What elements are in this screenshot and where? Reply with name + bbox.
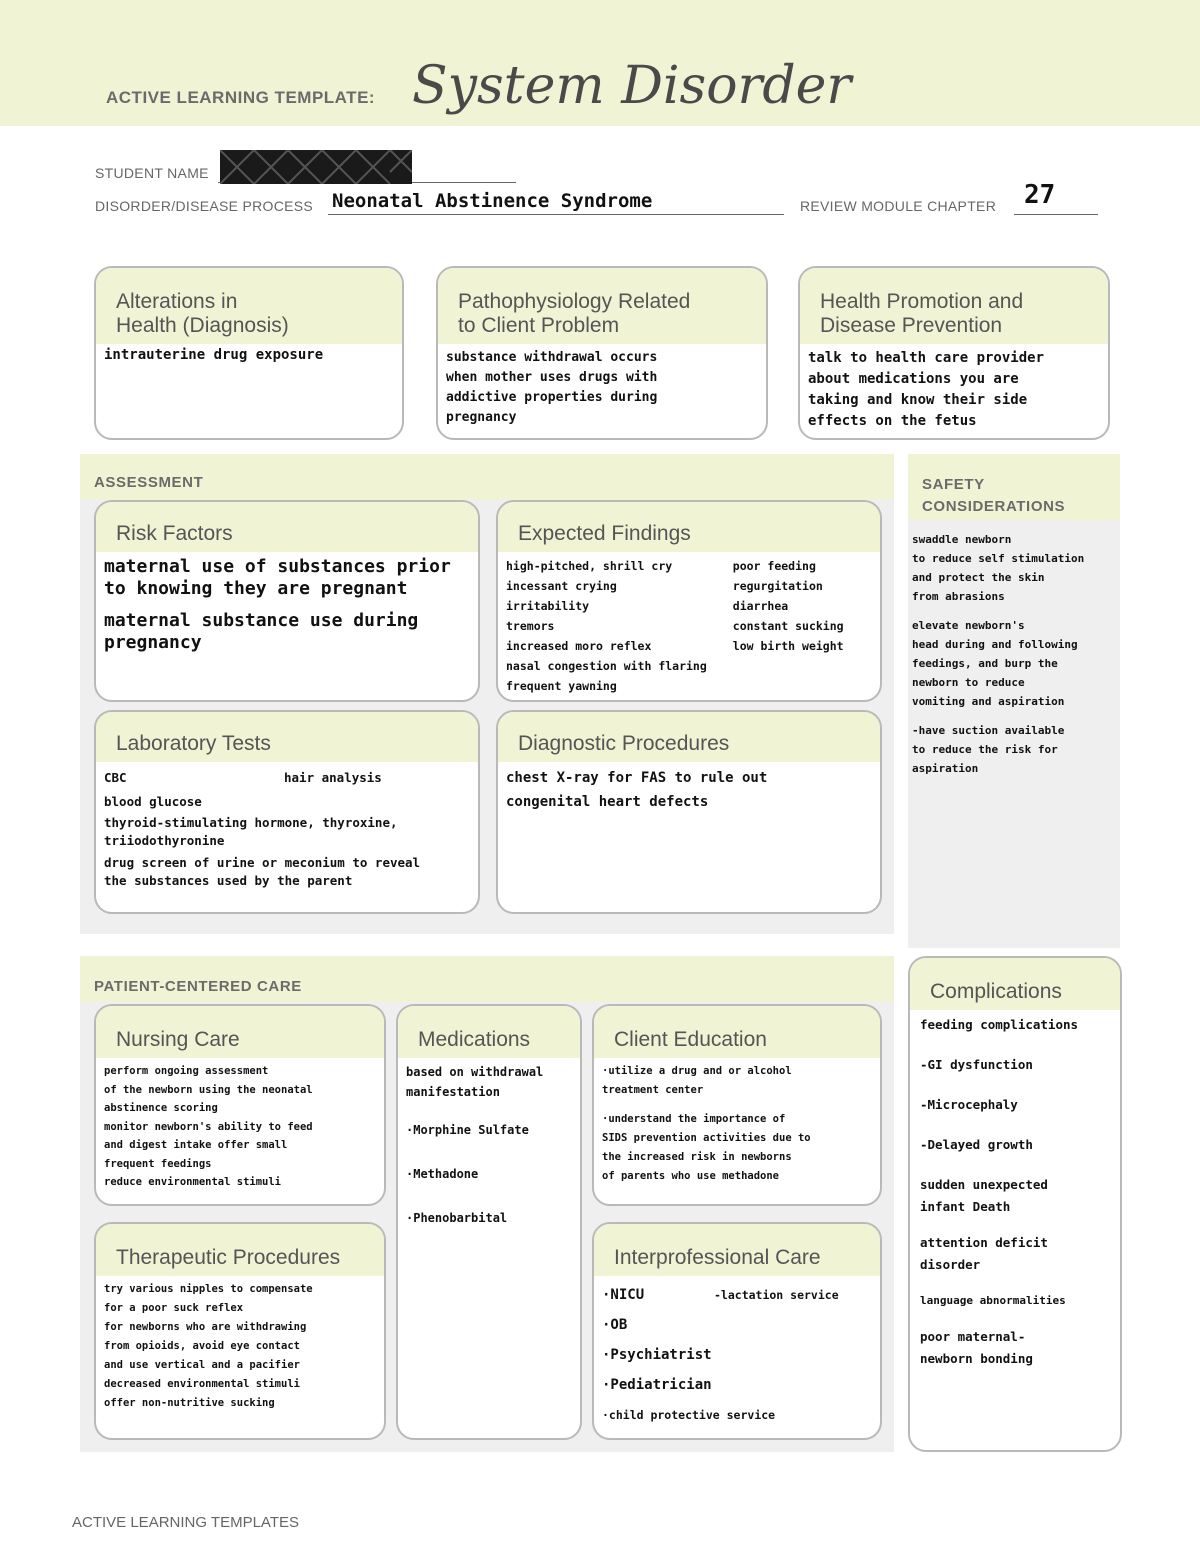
med-gap: [406, 1140, 572, 1164]
interprofessional-care-box: [592, 1222, 882, 1440]
nursing-line: perform ongoing assessment: [104, 1065, 269, 1077]
risk-factors-title: Risk Factors: [96, 502, 478, 552]
thera-line: try various nipples to compensate: [104, 1283, 313, 1295]
promo-line: talk to health care provider: [808, 350, 1045, 366]
lab-line: drug screen of urine or meconium to reveal: [104, 855, 421, 870]
lab-col1: CBC: [104, 770, 127, 785]
alterations-title-2: Health (Diagnosis): [116, 314, 289, 337]
therapeutic-procedures-box: [94, 1222, 386, 1440]
expected-findings-box: [496, 500, 882, 702]
interprof-col1: ·NICU: [602, 1287, 645, 1303]
lab-line: the substances used by the parent: [104, 873, 353, 888]
patho-line: substance withdrawal occurs: [446, 350, 658, 365]
complication-line: infant Death: [920, 1199, 1011, 1214]
safety-label: [922, 474, 1065, 518]
client-education-title: Client Education: [594, 1006, 880, 1058]
nursing-line: monitor newborn's ability to feed: [104, 1120, 313, 1133]
ed-line: of parents who use methadone: [602, 1170, 780, 1182]
redaction-pattern: [220, 150, 412, 184]
nursing-care-title: Nursing Care: [96, 1006, 384, 1058]
medications-box: [396, 1004, 582, 1440]
complications-box: [908, 956, 1122, 1452]
lab-col2: hair analysis: [284, 770, 382, 785]
alterations-title-1: Alterations in: [116, 290, 238, 313]
finding-left: tremors: [506, 619, 555, 633]
safety-line: aspiration: [912, 762, 979, 775]
student-name-label: STUDENT NAME: [95, 165, 209, 181]
complication-line: disorder: [920, 1257, 981, 1272]
ed-line: treatment center: [602, 1084, 704, 1096]
risk-line: to knowing they are pregnant: [104, 578, 408, 599]
diagnostic-procedures-box: [496, 710, 882, 914]
complication-line: feeding complications: [920, 1017, 1079, 1032]
promo-line: taking and know their side: [808, 392, 1028, 408]
complication-line: language abnormalities: [920, 1294, 1066, 1307]
pathophysiology-title-2: to Client Problem: [458, 314, 620, 337]
diag-line: congenital heart defects: [506, 794, 709, 810]
thera-line: for a poor suck reflex: [104, 1302, 244, 1314]
nursing-line: of the newborn using the neonatal: [104, 1083, 313, 1096]
finding-left: increased moro reflex: [506, 639, 652, 653]
health-promotion-box: [798, 266, 1110, 440]
template-label: ACTIVE LEARNING TEMPLATE:: [106, 88, 376, 107]
med-line: ·Morphine Sulfate: [406, 1123, 529, 1137]
finding-right: constant sucking: [732, 619, 844, 633]
health-promotion-title-1: Health Promotion and: [820, 290, 1024, 313]
patho-line: pregnancy: [446, 410, 517, 425]
thera-line: and use vertical and a pacifier: [104, 1359, 300, 1371]
patho-line: addictive properties during: [446, 390, 658, 405]
finding-left: incessant crying: [506, 579, 617, 593]
thera-line: decreased environmental stimuli: [104, 1378, 300, 1390]
risk-gap: [104, 600, 470, 610]
safety-line: swaddle newborn: [912, 533, 1012, 546]
med-line: ·Methadone: [406, 1167, 479, 1181]
safety-gap: [912, 711, 1118, 721]
nursing-line: frequent feedings: [104, 1157, 212, 1170]
laboratory-tests-box: [94, 710, 480, 914]
complication-line: -Delayed growth: [920, 1137, 1033, 1152]
diagnostic-procedures-title: Diagnostic Procedures: [498, 712, 880, 762]
disorder-label: DISORDER/DISEASE PROCESS: [95, 198, 314, 214]
pathophysiology-title-1: Pathophysiology Related: [458, 290, 691, 313]
risk-factors-box: [94, 500, 480, 702]
interprof-line: ·child protective service: [602, 1408, 776, 1422]
ed-line: ·understand the importance of: [602, 1113, 786, 1125]
template-title: System Disorder: [412, 56, 852, 116]
safety-line: to reduce the risk for: [912, 743, 1058, 756]
safety-label-2: CONSIDERATIONS: [922, 498, 1066, 515]
safety-label-1: SAFETY: [922, 476, 985, 493]
interprof-line: ·Pediatrician: [602, 1377, 712, 1393]
medications-title: Medications: [398, 1006, 580, 1058]
disorder-field[interactable]: [328, 214, 784, 215]
complication-line: -Microcephaly: [920, 1097, 1018, 1112]
diag-line: chest X-ray for FAS to rule out: [506, 770, 768, 786]
nursing-care-box: [94, 1004, 386, 1206]
interprof-col2: -lactation service: [714, 1288, 839, 1302]
safety-line: newborn to reduce: [912, 676, 1025, 689]
patho-line: when mother uses drugs with: [446, 370, 658, 385]
ed-line: the increased risk in newborns: [602, 1151, 792, 1163]
alterations-box: [94, 266, 404, 440]
safety-line: and protect the skin: [912, 571, 1045, 584]
complication-line: poor maternal-: [920, 1329, 1026, 1344]
safety-line: feedings, and burp the: [912, 657, 1058, 670]
complications-title: Complications: [910, 958, 1120, 1010]
med-gap: [406, 1184, 572, 1208]
thera-line: offer non-nutritive sucking: [104, 1397, 275, 1409]
finding-right: regurgitation: [732, 579, 823, 593]
nursing-line: and digest intake offer small: [104, 1139, 288, 1151]
ed-line: ·utilize a drug and or alcohol: [602, 1065, 792, 1077]
risk-line: maternal substance use during: [104, 610, 419, 631]
med-line: manifestation: [406, 1085, 500, 1099]
therapeutic-procedures-title: Therapeutic Procedures: [96, 1224, 384, 1276]
footer-text: ACTIVE LEARNING TEMPLATES: [72, 1514, 299, 1531]
disorder-value: Neonatal Abstinence Syndrome: [332, 190, 653, 212]
ed-gap: [602, 1100, 872, 1110]
interprofessional-care-title: Interprofessional Care: [594, 1224, 880, 1276]
safety-line: -have suction available: [912, 724, 1065, 737]
safety-line: head during and following: [912, 638, 1078, 651]
med-line: based on withdrawal: [406, 1065, 544, 1079]
promo-line: effects on the fetus: [808, 413, 977, 429]
thera-line: from opioids, avoid eye contact: [104, 1340, 300, 1352]
assessment-label: ASSESSMENT: [94, 474, 204, 491]
finding-left: high-pitched, shrill cry: [506, 559, 673, 573]
lab-line: triiodothyronine: [104, 833, 225, 848]
safety-line: from abrasions: [912, 590, 1005, 603]
complication-line: attention deficit: [920, 1235, 1048, 1250]
chapter-field[interactable]: [1014, 214, 1098, 215]
interprof-line: ·OB: [602, 1317, 628, 1333]
pathophysiology-box: [436, 266, 768, 440]
pcc-label: PATIENT-CENTERED CARE: [94, 978, 302, 995]
complication-line: newborn bonding: [920, 1351, 1033, 1366]
finding-left: nasal congestion with flaring: [506, 659, 707, 673]
lab-line: thyroid-stimulating hormone, thyroxine,: [104, 815, 398, 830]
finding-right: poor feeding: [732, 559, 816, 573]
health-promotion-title-2: Disease Prevention: [820, 314, 1003, 337]
med-gap: [406, 1102, 572, 1120]
finding-right: low birth weight: [732, 639, 844, 653]
promo-line: about medications you are: [808, 371, 1019, 387]
laboratory-tests-title: Laboratory Tests: [96, 712, 478, 762]
expected-findings-title: Expected Findings: [498, 502, 880, 552]
safety-line: elevate newborn's: [912, 619, 1025, 632]
complication-line: sudden unexpected: [920, 1177, 1048, 1192]
lab-line: blood glucose: [104, 794, 202, 809]
risk-line: maternal use of substances prior: [104, 556, 451, 577]
safety-line: to reduce self stimulation: [912, 552, 1085, 565]
safety-gap: [912, 606, 1118, 616]
thera-line: for newborns who are withdrawing: [104, 1321, 307, 1333]
finding-right: diarrhea: [732, 599, 789, 613]
interprof-line: ·Psychiatrist: [602, 1347, 712, 1363]
finding-left: irritability: [506, 599, 590, 613]
finding-left: frequent yawning: [506, 679, 617, 693]
chapter-value: 27: [1024, 180, 1056, 210]
nursing-line: reduce environmental stimuli: [104, 1176, 282, 1188]
ed-line: SIDS prevention activities due to: [602, 1132, 811, 1144]
med-line: ·Phenobarbital: [406, 1211, 508, 1225]
safety-line: vomiting and aspiration: [912, 695, 1065, 708]
complication-line: -GI dysfunction: [920, 1057, 1033, 1072]
nursing-line: abstinence scoring: [104, 1102, 218, 1114]
risk-line: pregnancy: [104, 632, 202, 653]
safety-text: [912, 530, 1118, 778]
chapter-label: REVIEW MODULE CHAPTER: [800, 198, 997, 214]
client-education-box: [592, 1004, 882, 1206]
alterations-line: intrauterine drug exposure: [104, 347, 324, 363]
